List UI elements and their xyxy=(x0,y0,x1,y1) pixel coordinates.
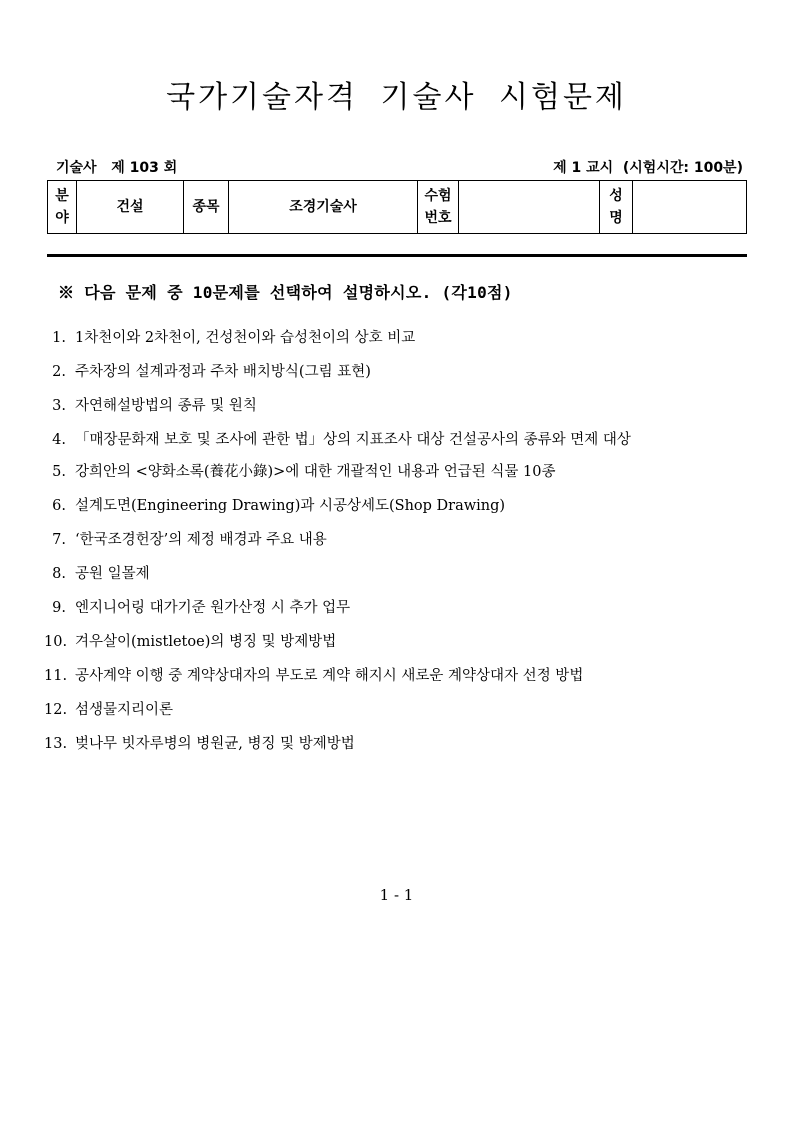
category-label: 종목 xyxy=(184,181,229,234)
question-text: 주차장의 설계과정과 주차 배치방식(그림 표현) xyxy=(75,364,371,380)
question-text: 강희안의 <양화소록(養花小錄)>에 대한 개괄적인 내용과 언급된 식물 10종 xyxy=(75,464,556,480)
question-item xyxy=(44,591,754,625)
question-number: 10. xyxy=(44,634,68,650)
instruction-text: ※ 다음 문제 중 10문제를 선택하여 설명하시오. (각10점) xyxy=(58,283,513,302)
question-item xyxy=(44,423,754,455)
category-value: 조경기술사 xyxy=(229,181,418,234)
field-value: 건설 xyxy=(77,181,184,234)
exam-round-info: 기술사 제 103 회 xyxy=(56,160,178,176)
question-number: 1. xyxy=(52,330,66,346)
question-item xyxy=(44,659,754,693)
question-number: 4. xyxy=(52,432,66,448)
exam-number-label: 수험 번호 xyxy=(418,181,459,234)
question-number: 9. xyxy=(52,600,66,616)
question-number: 2. xyxy=(52,364,66,380)
question-text: 설계도면(Engineering Drawing)과 시공상세도(Shop Drawing) xyxy=(75,498,506,514)
question-item xyxy=(44,321,754,355)
header-divider xyxy=(47,254,747,257)
question-item xyxy=(44,625,754,659)
question-number: 13. xyxy=(44,736,68,752)
question-item xyxy=(44,355,754,389)
page-number: 1 - 1 xyxy=(379,886,414,904)
question-number: 3. xyxy=(52,398,66,414)
question-text: 자연해설방법의 종류 및 원칙 xyxy=(75,398,257,414)
question-text: 1차천이와 2차천이, 건성천이와 습성천이의 상호 비교 xyxy=(75,330,416,346)
question-number: 12. xyxy=(44,702,68,718)
question-number: 8. xyxy=(52,566,66,582)
question-text: 엔지니어링 대가기준 원가산정 시 추가 업무 xyxy=(75,600,351,616)
question-text: 벚나무 빗자루병의 병원균, 병징 및 방제방법 xyxy=(75,736,355,752)
question-item xyxy=(44,489,754,523)
question-number: 6. xyxy=(52,498,66,514)
question-text: 공사계약 이행 중 계약상대자의 부도로 계약 해지시 새로운 계약상대자 선정 방법 xyxy=(75,668,584,684)
question-number: 7. xyxy=(52,532,66,548)
question-text: 공원 일몰제 xyxy=(75,566,150,582)
question-item xyxy=(44,693,754,727)
question-item xyxy=(44,727,754,761)
exam-info-table xyxy=(47,180,747,234)
question-number: 11. xyxy=(44,668,68,684)
question-number: 5. xyxy=(52,464,66,480)
question-text: 섬생물지리이론 xyxy=(75,702,174,718)
session-time-info: 제 1 교시 (시험시간: 100분) xyxy=(553,160,743,176)
question-list xyxy=(44,321,754,761)
question-item xyxy=(44,455,754,489)
question-text: 겨우살이(mistletoe)의 병징 및 방제방법 xyxy=(75,634,337,650)
field-label: 분 야 xyxy=(48,181,77,234)
name-field[interactable] xyxy=(633,181,747,234)
question-text: ‘한국조경헌장’의 제정 배경과 주요 내용 xyxy=(75,532,327,548)
question-item xyxy=(44,557,754,591)
document-title: 국가기술자격 기술사 시험문제 xyxy=(166,80,627,115)
question-text: 「매장문화재 보호 및 조사에 관한 법」상의 지표조사 대상 건설공사의 종류와 면제 대상 xyxy=(75,432,631,448)
exam-number-field[interactable] xyxy=(459,181,600,234)
question-item xyxy=(44,523,754,557)
name-label: 성 명 xyxy=(600,181,633,234)
question-item xyxy=(44,389,754,423)
